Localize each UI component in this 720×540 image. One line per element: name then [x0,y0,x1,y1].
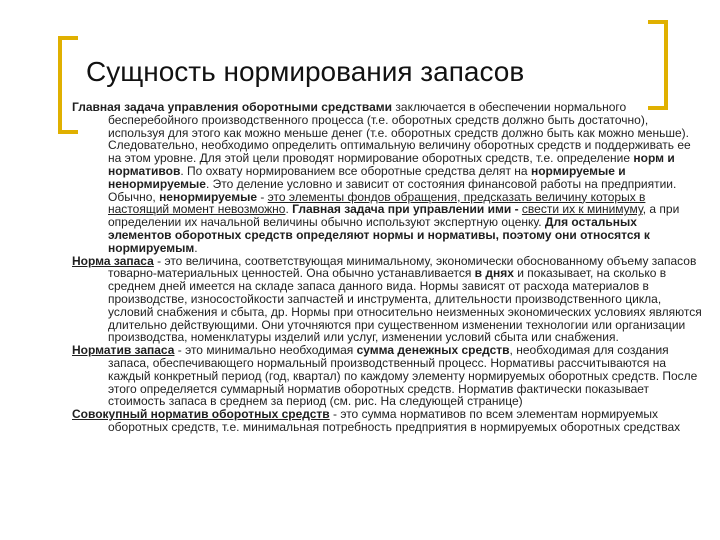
text-run: - это минимально необходимая [174,343,357,358]
text-run: . По охвату нормированием все оборотные средства делят на [180,163,531,178]
paragraph-main-task [72,101,702,255]
text-run: заключается в обеспечении нормального бесперебойного производственного процесса (т.е. оборотных средств должно быть достаточно), используя для этого как можно меньше денег (т.е. оборотных средств должно быть как можно меньше). Следовательно, необходимо определить оптимальную величину оборотных средств и поддерживать ее на этом уровне. Для этой цели проводят нормирование оборотных средств, т.е. определение [108,100,691,166]
text-run: Норматив запаса [72,343,175,358]
text-run: это элементы фондов обращения, предсказать величину которых в настоящий момент невозможно [108,189,646,217]
text-run: Главная задача при управлении ими - [292,202,519,217]
text-run: . [194,240,198,255]
text-run: - это величина, соответствующая минимальному, экономически обоснованному объему запасов товарно-материальных ценностей. Она обычно устанавливается [108,253,697,281]
right-bracket-decoration [648,20,668,110]
slide-title: Сущность нормирования запасов [86,56,525,87]
text-run: - [257,189,268,204]
text-run: , необходимая для создания запаса, обеспечивающего нормальный производственный процесс. Нормативы рассчитываются на каждый конкретный период (год, квартал) по каждому элементу нормируемых оборотных средств. После этого определяется суммарный норматив оборотных средств. Норматив фактически показывает стоимость запаса в среднем за период (см. рис. На следующей странице) [108,343,698,409]
text-run: . [285,202,293,217]
text-run: ненормируемые [159,189,257,204]
text-run: свести их к минимуму [521,202,643,217]
text-run: сумма денежных средств [356,343,510,358]
text-run: - это сумма нормативов по всем элементам нормируемых оборотных средств, т.е. минимальная потребность предприятия в нормируемых оборотных средствах [108,407,681,434]
text-run: Для остальных элементов оборотных средств определяют нормы и нормативы, поэтому они относятся к нормируемым [108,215,650,255]
text-run: и показывает, на сколько в среднем дней имеется на складе запаса данного вида. Нормы зависят от расхода материалов в производстве, износостойкости запчастей и инструмента, длительности производственного цикла, условий снабжения и сбыта, др. Нормы при относительно неизменных экономических условиях являются длительно действующими. Они уточняются при существенном изменении технологии или организации производства, номенклатуры изделий или услуг, изменении условий сбыта или снабжения. [108,266,702,345]
text-run: Совокупный норматив оборотных средств [72,407,330,422]
text-run: Главная задача управления оборотными средствами [72,100,393,114]
slide-body [72,101,702,434]
text-run: в днях [474,266,514,281]
paragraph-stock-norm [72,255,702,345]
text-run: нормируемые и ненормируемые [108,163,626,191]
text-run: Норма запаса [72,253,154,268]
text-run: , а при определении их начальной величины обычно используют экспертную оценку. [108,202,680,230]
paragraph-total-standard [72,408,702,434]
text-run: норм и нормативов [108,151,675,178]
paragraph-stock-standard [72,344,702,408]
text-run: . Это деление условно и зависит от состояния финансовой работы на предприятии. Обычно, [108,176,677,204]
